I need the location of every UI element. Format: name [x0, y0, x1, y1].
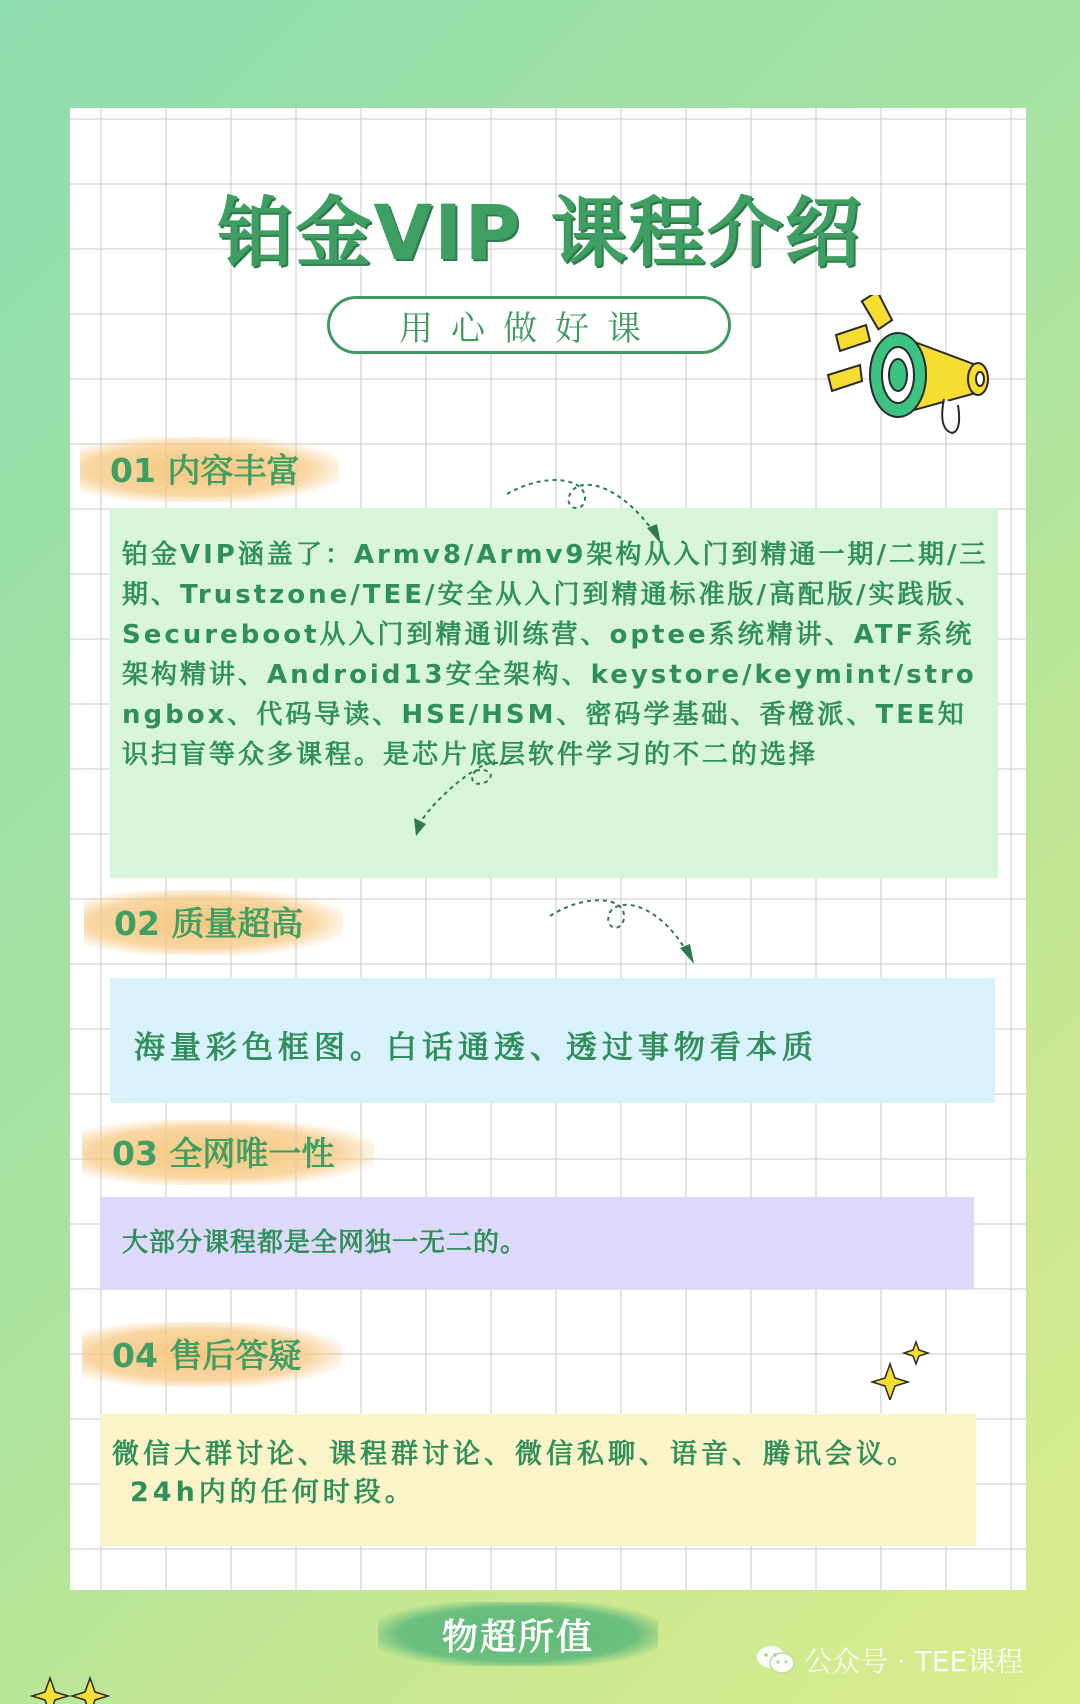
star-icon: [28, 1676, 118, 1704]
megaphone-icon: [826, 295, 1016, 455]
section-heading-02: 02 质量超高: [84, 890, 343, 955]
section-body-02: 海量彩色框图。白话通透、透过事物看本质: [110, 978, 995, 1103]
section-heading-03: 03 全网唯一性: [82, 1120, 374, 1185]
sparkle-icon: [870, 1340, 932, 1400]
section-body-04: [100, 1414, 976, 1546]
subtitle-pill: 用心做好课: [327, 296, 731, 354]
page-title: 铂金VIP 课程介绍: [217, 188, 863, 277]
dashed-arrow-icon: [410, 756, 510, 836]
dashed-arrow-icon: [548, 890, 698, 970]
section-heading-04: 04 售后答疑: [82, 1322, 341, 1387]
watermark-text: 公众号 · TEE课程: [804, 1645, 1024, 1678]
dashed-arrow-icon: [505, 470, 665, 550]
section-body-01: 铂金VIP涵盖了：Armv8/Armv9架构从入门到精通一期/二期/三期、Trustzone/TEE/安全从入门到精通标准版/高配版/实践版、Secureboot从入门到精通训练营、optee系统精讲、ATF系统架构精讲、Android13安全架构、keystore/keymint/strongbox、代码导读、HSE/HSM、密码学基础、香橙派、TEE知识扫盲等众多课程。是芯片底层软件学习的不二的选择: [110, 508, 998, 878]
value-badge: 物超所值: [378, 1602, 658, 1666]
watermark: [756, 1640, 1023, 1680]
section-heading-01: 01 内容丰富: [80, 437, 339, 502]
section-body-04-line-1: 微信大群讨论、课程群讨论、微信私聊、语音、腾讯会议。: [112, 1439, 918, 1470]
wechat-icon: [756, 1644, 796, 1676]
section-body-03: 大部分课程都是全网独一无二的。: [100, 1197, 974, 1289]
section-body-04-line-2: 24h内的任何时段。: [130, 1477, 416, 1508]
